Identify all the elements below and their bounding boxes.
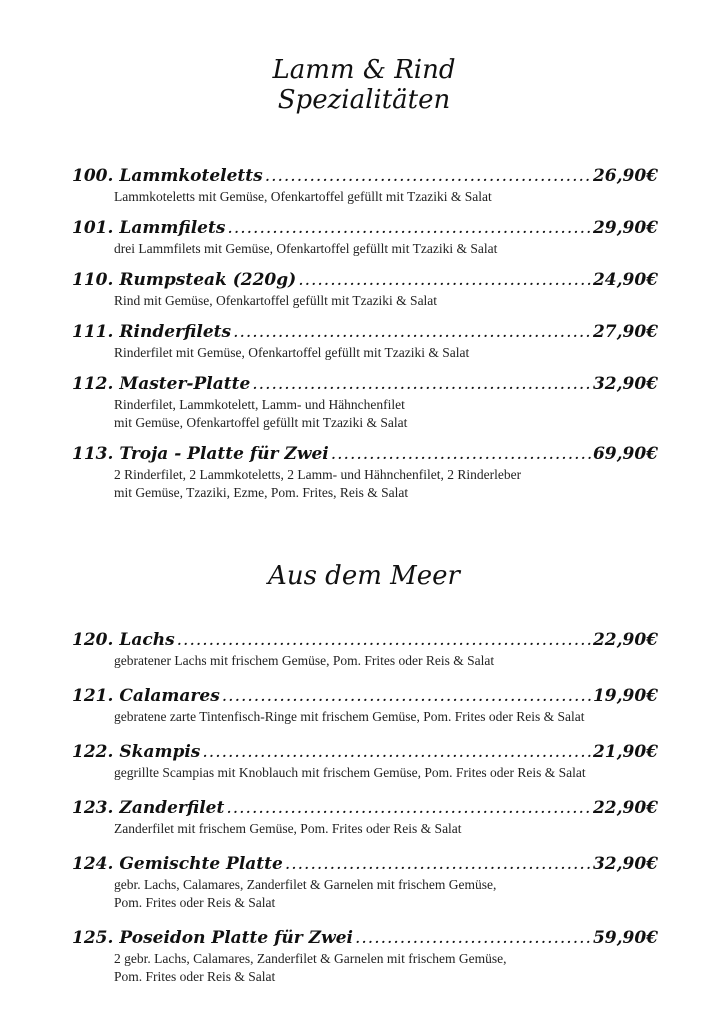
item-price: 32,90€ (592, 374, 658, 394)
dot-leader (298, 268, 591, 292)
menu-item-header (72, 684, 658, 708)
item-description (114, 240, 658, 258)
menu-item (72, 628, 658, 670)
item-number: 125. (72, 928, 114, 948)
menu-item (72, 926, 658, 986)
menu-item-header (72, 628, 658, 652)
item-price: 24,90€ (592, 270, 658, 290)
description-line: Pom. Frites oder Reis & Salat (114, 969, 276, 984)
menu-item-header (72, 852, 658, 876)
dot-leader (285, 852, 591, 876)
description-line: gegrillte Scampias mit Knoblauch mit frischem Gemüse, Pom. Frites oder Reis & Salat (114, 765, 586, 780)
item-description (114, 466, 658, 502)
menu-item-header (72, 926, 658, 950)
menu-item (72, 740, 658, 782)
menu-item-list (72, 164, 658, 502)
section-title-line: Spezialitäten (277, 84, 451, 115)
item-name: Gemischte Platte (119, 854, 283, 874)
menu-item (72, 164, 658, 206)
item-number: 123. (72, 798, 114, 818)
description-line: 2 gebr. Lachs, Calamares, Zanderfilet & Garnelen mit frischem Gemüse, (114, 951, 507, 966)
item-description (114, 396, 658, 432)
description-line: Rinderfilet mit Gemüse, Ofenkartoffel gefüllt mit Tzaziki & Salat (114, 345, 470, 360)
description-line: Zanderfilet mit frischem Gemüse, Pom. Frites oder Reis & Salat (114, 821, 462, 836)
section-title (0, 56, 728, 116)
item-description (114, 292, 658, 310)
item-number: 122. (72, 742, 114, 762)
menu-item-header (72, 268, 658, 292)
description-line: Lammkoteletts mit Gemüse, Ofenkartoffel gefüllt mit Tzaziki & Salat (114, 189, 492, 204)
item-description (114, 652, 658, 670)
item-description (114, 820, 658, 838)
item-name: Lammfilets (119, 218, 226, 238)
dot-leader (252, 372, 591, 396)
item-name: Rumpsteak (220g) (119, 270, 297, 290)
description-line: Rinderfilet, Lammkotelett, Lamm- und Hähnchenfilet (114, 397, 405, 412)
description-line: gebratene zarte Tintenfisch-Ringe mit frischem Gemüse, Pom. Frites oder Reis & Salat (114, 709, 585, 724)
description-line: 2 Rinderfilet, 2 Lammkoteletts, 2 Lamm- und Hähnchenfilet, 2 Rinderleber (114, 467, 522, 482)
item-name: Lachs (119, 630, 175, 650)
dot-leader (355, 926, 591, 950)
item-price: 32,90€ (592, 854, 658, 874)
menu-item (72, 796, 658, 838)
dot-leader (222, 684, 591, 708)
item-number: 100. (72, 166, 114, 186)
menu-item-header (72, 442, 658, 466)
description-line: gebr. Lachs, Calamares, Zanderfilet & Garnelen mit frischem Gemüse, (114, 877, 497, 892)
section-title (0, 562, 728, 592)
item-price: 22,90€ (592, 798, 658, 818)
item-number: 120. (72, 630, 114, 650)
item-description (114, 188, 658, 206)
section-lamm-rind (0, 55, 728, 500)
dot-leader (202, 740, 591, 764)
item-name: Zanderfilet (119, 798, 225, 818)
item-price: 19,90€ (592, 686, 658, 706)
item-name: Skampis (119, 742, 201, 762)
menu-item (72, 684, 658, 726)
menu-item (72, 372, 658, 432)
item-price: 69,90€ (592, 444, 658, 464)
item-description (114, 950, 658, 986)
dot-leader (265, 164, 591, 188)
item-name: Rinderfilets (119, 322, 232, 342)
item-price: 26,90€ (592, 166, 658, 186)
menu-item-header (72, 372, 658, 396)
menu-item (72, 320, 658, 362)
description-line: mit Gemüse, Tzaziki, Ezme, Pom. Frites, Reis & Salat (114, 485, 409, 500)
item-description (114, 708, 658, 726)
item-price: 21,90€ (592, 742, 658, 762)
menu-item-list (72, 628, 658, 986)
item-description (114, 876, 658, 912)
item-number: 112. (72, 374, 114, 394)
item-number: 124. (72, 854, 114, 874)
item-description (114, 344, 658, 362)
description-line: Pom. Frites oder Reis & Salat (114, 895, 276, 910)
menu-item (72, 268, 658, 310)
item-price: 22,90€ (592, 630, 658, 650)
item-number: 101. (72, 218, 114, 238)
menu-item (72, 442, 658, 502)
item-number: 110. (72, 270, 114, 290)
item-number: 111. (72, 322, 114, 342)
dot-leader (227, 216, 591, 240)
description-line: gebratener Lachs mit frischem Gemüse, Pom. Frites oder Reis & Salat (114, 653, 495, 668)
item-name: Poseidon Platte für Zwei (119, 928, 353, 948)
item-price: 27,90€ (592, 322, 658, 342)
description-line: mit Gemüse, Ofenkartoffel gefüllt mit Tzaziki & Salat (114, 415, 408, 430)
menu-item-header (72, 796, 658, 820)
item-description (114, 764, 658, 782)
menu-item-header (72, 164, 658, 188)
description-line: drei Lammfilets mit Gemüse, Ofenkartoffel gefüllt mit Tzaziki & Salat (114, 241, 498, 256)
item-name: Master-Platte (119, 374, 251, 394)
item-price: 29,90€ (592, 218, 658, 238)
item-name: Lammkoteletts (119, 166, 263, 186)
menu-item-header (72, 320, 658, 344)
dot-leader (331, 442, 591, 466)
menu-item (72, 216, 658, 258)
menu-item (72, 852, 658, 912)
menu-item-header (72, 216, 658, 240)
item-price: 59,90€ (592, 928, 658, 948)
dot-leader (233, 320, 591, 344)
dot-leader (177, 628, 591, 652)
section-title-line: Lamm & Rind (272, 55, 456, 85)
dot-leader (226, 796, 591, 820)
item-name: Troja - Platte für Zwei (119, 444, 329, 464)
item-number: 121. (72, 686, 114, 706)
section-title-line: Aus dem Meer (268, 561, 460, 591)
menu-item-header (72, 740, 658, 764)
description-line: Rind mit Gemüse, Ofenkartoffel gefüllt mit Tzaziki & Salat (114, 293, 438, 308)
item-name: Calamares (119, 686, 220, 706)
section-aus-dem-meer (0, 561, 728, 984)
item-number: 113. (72, 444, 114, 464)
